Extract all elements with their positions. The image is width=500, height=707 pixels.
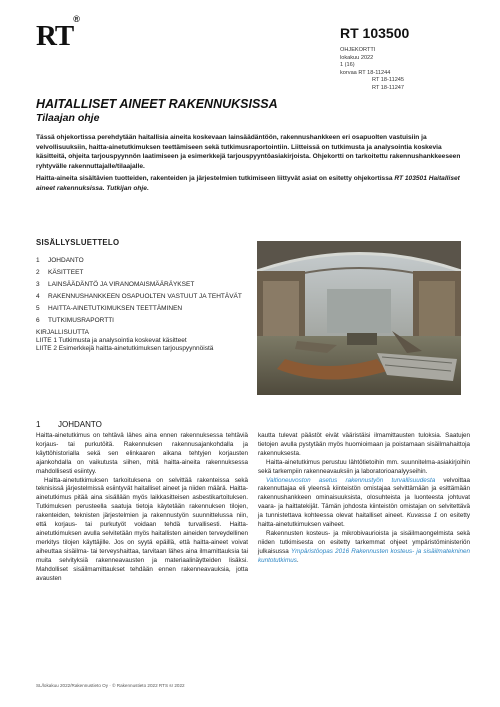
document-meta — [340, 47, 404, 93]
body-paragraph: Valtioneuvoston asetus rakennustyön turvallisuudesta velvoittaa rakennuttajaa eli yleensä kiinteistön omistajaa selvittämään ja esittämään rakennushankkeen ominaisuuksista, olosuhteista ja luonteesta johtuvat vaara- ja haittatekijät. Tämän johdosta kiinteistön omistajan on selvitettävä ja tunnistettava kohteessa olevat haitalliset aineet. Kuvassa 1 on esitetty haitta-ainetutkimuksen vaiheet. — [258, 476, 471, 529]
toc-appendix-1[interactable]: LIITE 1 Tutkimusta ja analysointia koskevat käsitteet — [36, 337, 187, 344]
toc-item[interactable]: 2 KÄSITTEET — [36, 269, 84, 276]
document-number: RT 103500 — [340, 25, 410, 41]
toc-heading: SISÄLLYSLUETTELO — [36, 238, 120, 247]
meta-date: lokakuu 2022 — [340, 54, 374, 61]
intro-paragraph-2: Haitta-aineita sisältävien tuotteiden, rakenteiden ja järjestelmien tutkimiseen liittyvät asiat on esitetty ohjekortissa RT 103501 Haitalliset aineet rakennuksissa. Tutkijan ohje. — [36, 175, 460, 192]
toc-item[interactable]: 6 TUTKIMUSRAPORTTI — [36, 317, 114, 324]
section-heading: 1 JOHDANTO — [36, 420, 102, 429]
body-column-left — [36, 432, 248, 583]
page-title: HAITALLISET AINEET RAKENNUKSISSA — [36, 97, 278, 111]
body-column-right — [258, 432, 470, 566]
toc-item[interactable]: 1 JOHDANTO — [36, 257, 84, 264]
body-paragraph: Haitta-ainetutkimuksen tarkoituksena on selvittää rakenteissa sekä teknisissä järjestelmissä esiintyvät haitalliset aineet ja niiden määrä. Haitta-ainetutkimus pitää aina sisällään myös laikkasitteisen asbestikartoituksen. Tutkimuksen perusteella saatuja tietoja käytetään rakennuksen tilojen, rakenteiden, teknisten järjestelmien ja rakennustyön suunnittelussa niin, että korjaus- tai purkutyöt voidaan tehdä turvallisesti. Haitta-ainetutkimuksen avulla selvitetään myös haitallisten aineiden terveydellinen merkitys tilojen käyttäjille. Jos on syytä epäillä, että haitta-aineet voivat aiheuttaa sisäilma- tai terveyshaittaa, tarvitaan lähes aina ilmamittauksia tai muita selvityksiä rakenneavausten ja materiaalinäytteiden lisäksi. Mahdolliset sisäilmamittaukset tehdään ennen rakenneavauksia, jotta avausten — [36, 476, 248, 582]
rt-logo: RT® — [36, 14, 79, 52]
body-paragraph: Rakennusten kosteus- ja mikrobivaurioista ja sisäilmaongelmista sekä niiden tutkimisesta on esitetty tarkemmat ohjeet ympäristöministeriön julkaisussa Ympäristöopas 2016 Rakennusten kosteus- ja sisäilmatekninen kuntotutkimus. — [258, 529, 470, 564]
meta-type: OHJEKORTTI — [340, 47, 376, 53]
toc-item[interactable]: 3 LAINSÄÄDÄNTÖ JA VIRANOMAISMÄÄRÄYKSET — [36, 281, 195, 288]
toc-literature[interactable]: KIRJALLISUUTTA — [36, 329, 89, 336]
toc-appendix-2[interactable]: LIITE 2 Esimerkkejä haitta-ainetutkimuksen tarjouspyynnöistä — [36, 345, 214, 352]
page-footer: SL/lokakuu 2022/Rakennustieto Oy · © Rakennustieto 2022 RTS sr 2022 — [36, 683, 185, 688]
toc-item[interactable]: 4 RAKENNUSHANKKEEN OSAPUOLTEN VASTUUT JA TEHTÄVÄT — [36, 293, 242, 300]
table-of-contents — [36, 238, 251, 353]
toc-item[interactable]: 5 HAITTA-AINETUTKIMUKSEN TEETTÄMINEN — [36, 305, 183, 312]
page-subtitle: Tilaajan ohje — [36, 112, 100, 124]
intro-text — [36, 133, 461, 197]
meta-replaces-2: RT 18-11245 — [372, 77, 405, 84]
intro-reference: RT 103501 Haitalliset aineet rakennuksissa. Tutkijan ohje — [36, 175, 460, 192]
meta-replaces: korvaa RT 18-11244 — [340, 69, 391, 76]
intro-paragraph-1: Tässä ohjekortissa perehdytään haitallisia aineita koskevaan lainsäädäntöön, rakennushankkeen eri osapuolten vastuisiin ja velvollisuuksiin, haitta-ainetutkimuksen teettämiseen sekä tutkimusraportointiin. Liitteissä on tutkimusta ja analysointia koskevia käsitteitä, ohjeita tarjouspyynnön laatimiseen ja esimerkkejä tarjouspyyntöasiakirjoista. Ohjekortti on tarkoitettu rakennushankkeeseen ryhtyvälle rakennuttajalle/tilaajalle. — [36, 134, 461, 170]
body-paragraph: kautta tulevat päästöt eivät vääristäisi ilmamittausten tuloksia. Saatujen tietojen avulla pystytään myös huomioimaan ja poistamaan sisäilmahaittoja rakennuksesta. — [258, 432, 470, 457]
body-paragraph: Haitta-ainetutkimus perustuu lähtötietoihin mm. suunnitelma-asiakirjoihin sekä tarkempiin rakenneavauksiin ja laboratorioanalyyseihin. — [258, 458, 470, 475]
warehouse-photo — [257, 241, 461, 395]
regulation-link[interactable]: Valtioneuvoston asetus rakennustyön turvallisuudesta — [266, 476, 436, 484]
body-paragraph: Haitta-ainetutkimus on tehtävä lähes aina ennen rakennuksessa tehtäviä korjaus- tai purkutöitä. Rakennuksen rakennusajankohdalla ja käyttöhistorialla sekä sen elinkaaren aikana tehtyjen korjausten ajankohdalla on vaikutusta siihen, mitä haitta-aineita rakennuksessa mahdollisesti esiintyy. — [36, 432, 248, 475]
warehouse-interior-image — [257, 241, 461, 395]
meta-replaces-3: RT 18-11247 — [372, 84, 405, 91]
meta-pages: 1 (16) — [340, 62, 355, 69]
publication-link[interactable]: Ympäristöopas 2016 Rakennusten kosteus- ja sisäilmatekninen kuntotutkimus — [258, 547, 470, 564]
